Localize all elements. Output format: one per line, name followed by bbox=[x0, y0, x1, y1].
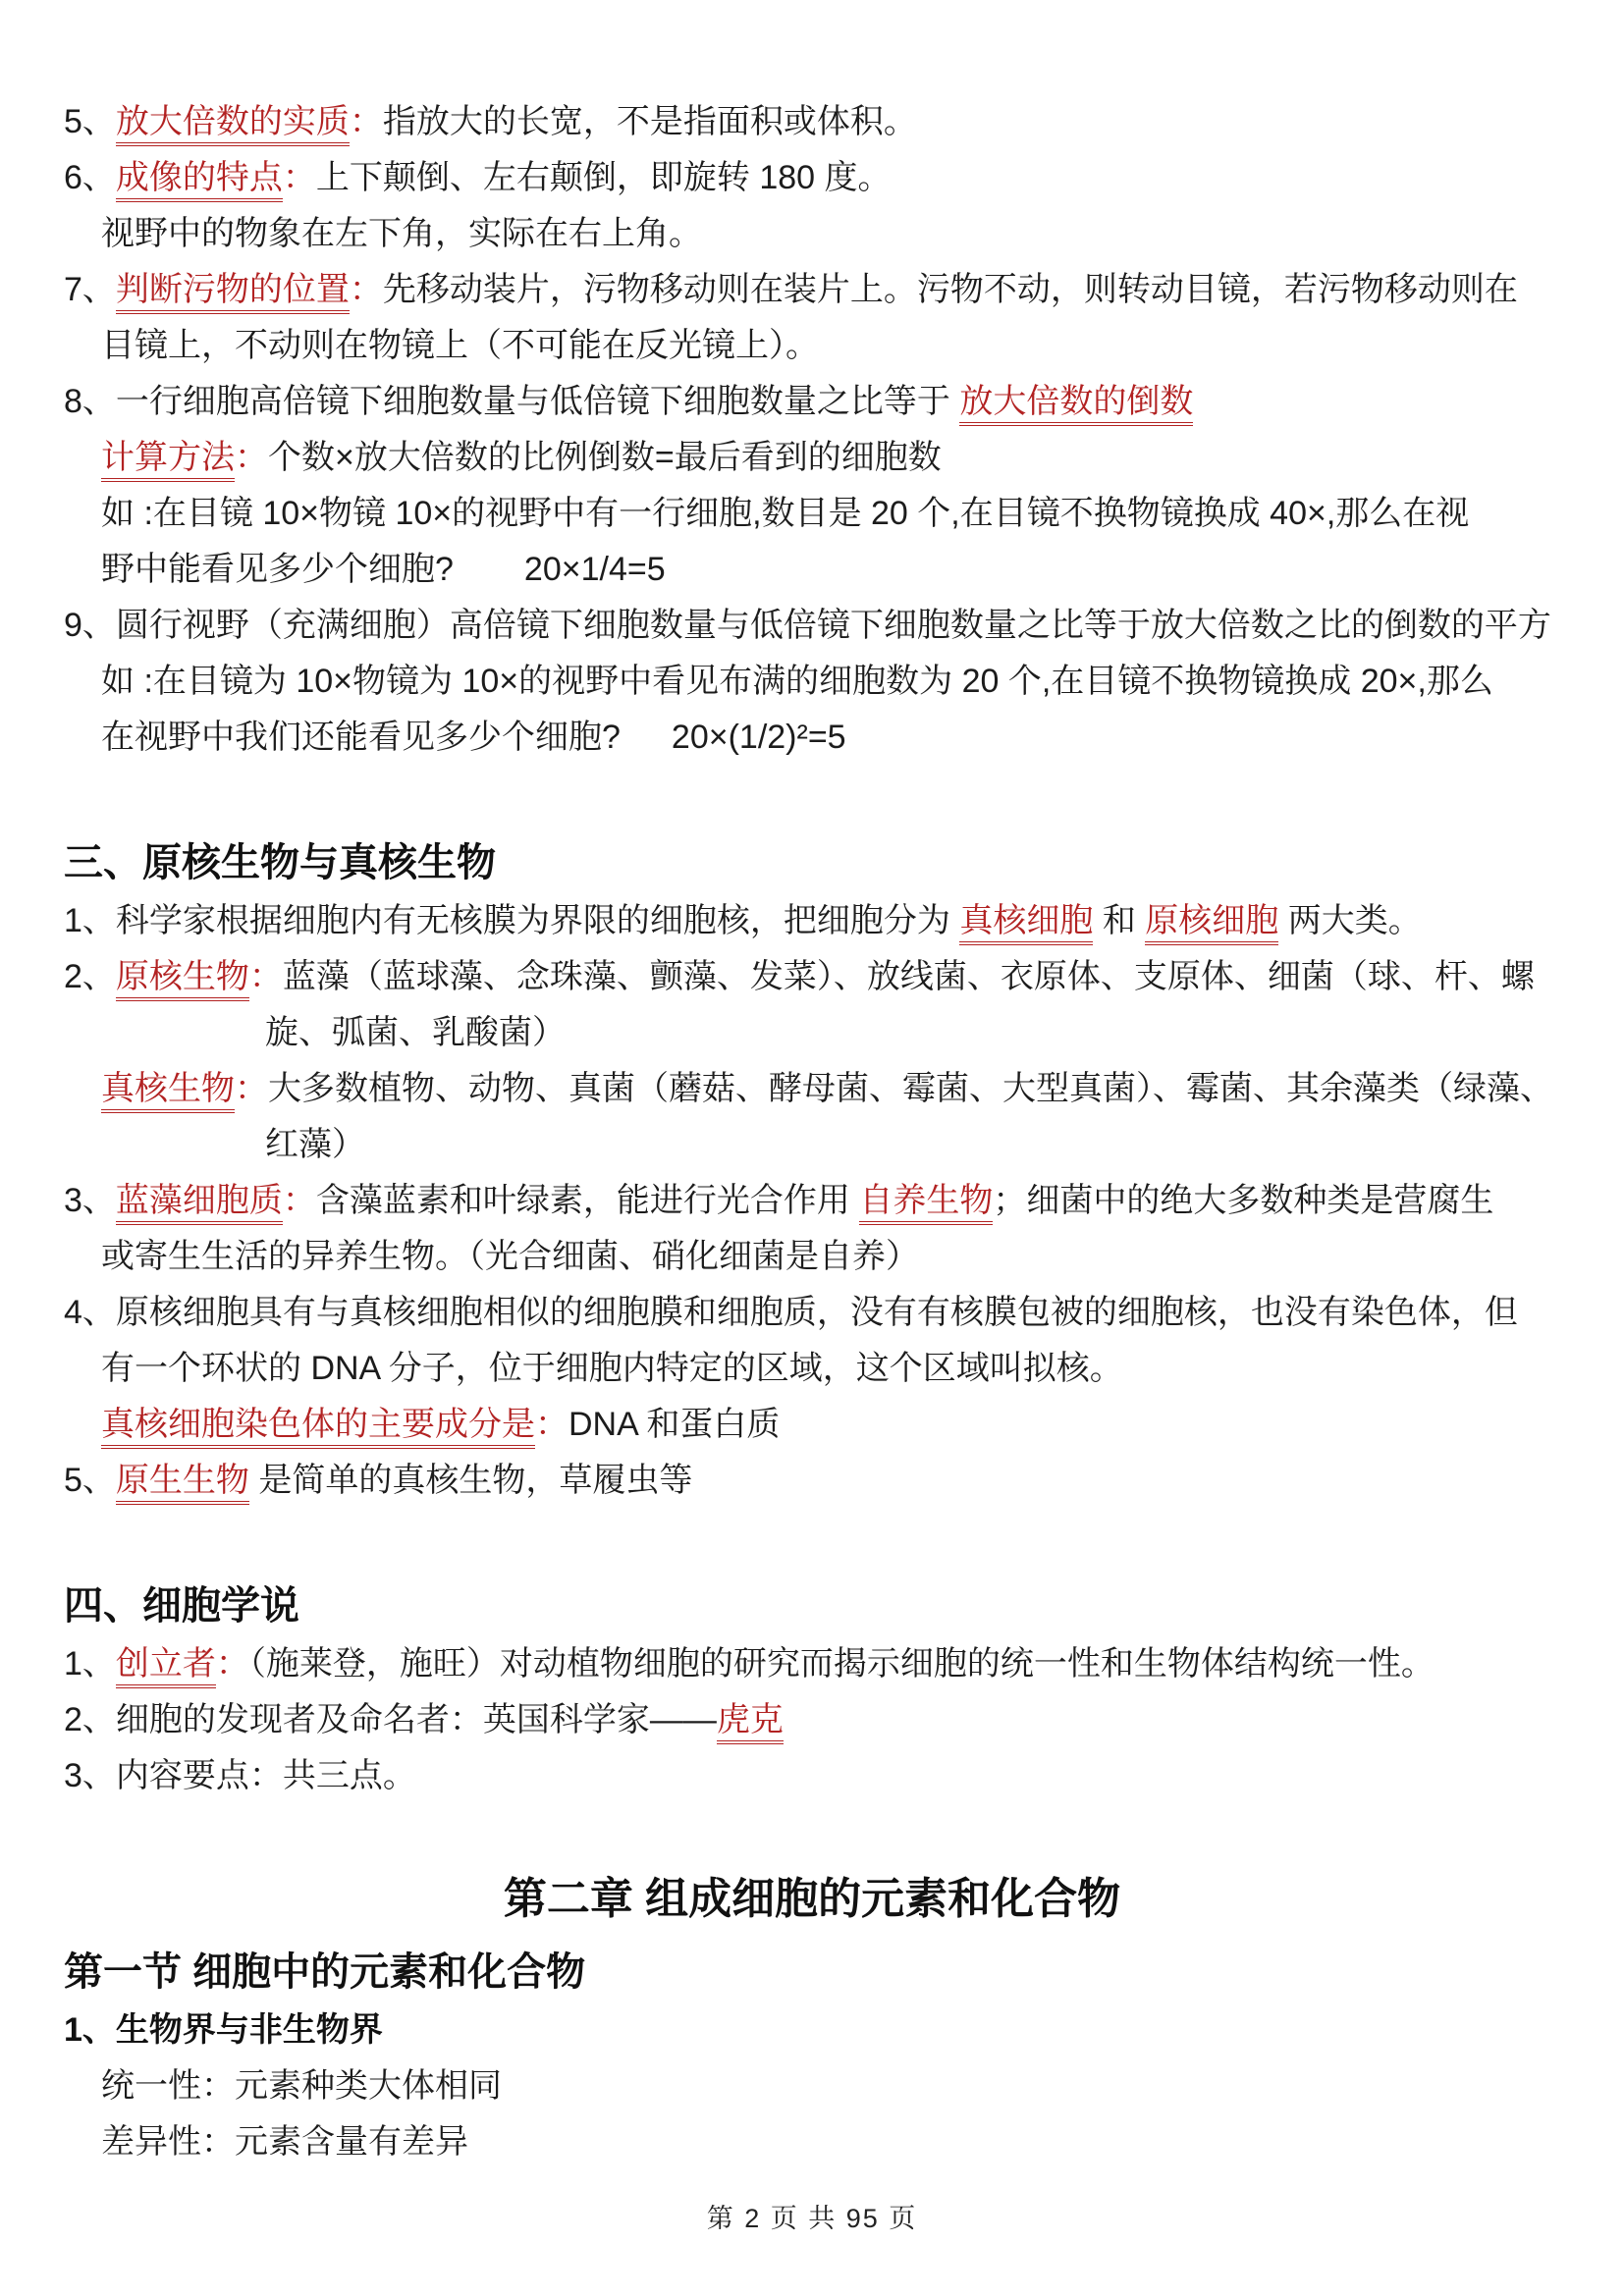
s3-item-2-eukaryote-cont bbox=[265, 1117, 1624, 1173]
body-text: DNA 和蛋白质 bbox=[568, 1406, 781, 1443]
item-number: 5、 bbox=[64, 1462, 116, 1499]
body-text: 个数×放大倍数的比例倒数=最后看到的细胞数 bbox=[268, 439, 942, 476]
chapter-title: 第二章 组成细胞的元素和化合物 bbox=[503, 1875, 1121, 1923]
key-term: 放大倍数的倒数 bbox=[959, 383, 1193, 426]
body-text: 有一个环状的 DNA 分子，位于细胞内特定的区域，这个区域叫拟核。 bbox=[101, 1350, 1123, 1387]
item-number: 6、 bbox=[64, 159, 116, 196]
c2-unity-line bbox=[101, 2058, 1624, 2114]
s3-item-1 bbox=[64, 893, 1624, 949]
s3-item-4-cont bbox=[101, 1341, 1624, 1397]
section-heading-cell-theory: 四、细胞学说 bbox=[64, 1584, 299, 1628]
s3-item-2-cont bbox=[265, 1005, 1624, 1061]
body-text: 蓝藻（蓝球藻、念珠藻、颤藻、发菜）、放线菌、衣原体、支原体、细菌（球、杆、螺 bbox=[282, 958, 1535, 995]
body-text: 差异性：元素含量有差异 bbox=[101, 2123, 468, 2161]
body-text: 是简单的真核生物，草履虫等 bbox=[248, 1462, 693, 1499]
item-number: 4、 bbox=[64, 1294, 116, 1331]
body-text: 野中能看见多少个细胞? bbox=[101, 551, 454, 588]
key-term: 放大倍数的实质 bbox=[116, 103, 350, 146]
body-text: 两大类。 bbox=[1278, 902, 1422, 939]
item-number: 8、 bbox=[64, 383, 116, 420]
key-term: 原核细胞 bbox=[1145, 902, 1278, 945]
list-item-7-cont bbox=[101, 318, 1624, 374]
page-number-footer: 第 2 页 共 95 页 bbox=[706, 2204, 918, 2233]
item-number: 3、 bbox=[64, 1182, 116, 1219]
body-text: 一行细胞高倍镜下细胞数量与低倍镜下细胞数量之比等于 bbox=[115, 383, 960, 420]
body-text: ；细菌中的绝大多数种类是营腐生 bbox=[993, 1182, 1494, 1219]
key-term: 原核生物 bbox=[116, 958, 249, 1001]
body-text: 内容要点：共三点。 bbox=[115, 1757, 416, 1794]
list-item-9-example bbox=[101, 654, 1624, 710]
key-term: 判断污物的位置 bbox=[116, 271, 350, 314]
key-term: 真核细胞 bbox=[959, 902, 1093, 945]
body-text: 在视野中我们还能看见多少个细胞? bbox=[101, 719, 621, 756]
term-colon: ： bbox=[248, 958, 283, 995]
s3-item-3-cont bbox=[101, 1229, 1624, 1285]
list-item-5 bbox=[64, 94, 1624, 150]
body-text: 如 :在目镜为 10×物镜为 10×的视野中看见布满的细胞数为 20 个,在目镜不换物镜换成 20×,那么 bbox=[101, 663, 1493, 700]
body-text: 统一性：元素种类大体相同 bbox=[101, 2067, 502, 2105]
term-colon: ： bbox=[235, 439, 268, 476]
c2-item-1 bbox=[64, 2002, 1624, 2058]
list-item-9 bbox=[64, 598, 1624, 654]
s4-item-1 bbox=[64, 1636, 1624, 1692]
s3-item-4-chromosome bbox=[101, 1397, 1624, 1453]
body-text: 原核细胞具有与真核细胞相似的细胞膜和细胞质，没有有核膜包被的细胞核，也没有染色体，但 bbox=[115, 1294, 1518, 1331]
c2-difference-line bbox=[101, 2114, 1624, 2170]
item-number: 9、 bbox=[64, 607, 116, 644]
body-text: 圆行视野（充满细胞）高倍镜下细胞数量与低倍镜下细胞数量之比等于放大倍数之比的倒数的平方 bbox=[115, 607, 1551, 644]
body-text: 和 bbox=[1093, 902, 1146, 939]
body-text: （施莱登，施旺）对动植物细胞的研究而揭示细胞的统一性和生物体结构统一性。 bbox=[248, 1645, 1435, 1682]
term-colon: ： bbox=[282, 159, 316, 196]
body-text: 上下颠倒、左右颠倒，即旋转 180 度。 bbox=[315, 159, 892, 196]
key-term: 虎克 bbox=[717, 1701, 784, 1744]
list-item-6 bbox=[64, 150, 1624, 206]
key-term: 创立者 bbox=[116, 1645, 216, 1688]
s3-item-2 bbox=[64, 949, 1624, 1005]
body-text: 先移动装片，污物移动则在装片上。污物不动，则转动目镜，若污物移动则在 bbox=[382, 271, 1518, 308]
body-text: 含藻蓝素和叶绿素，能进行光合作用 bbox=[315, 1182, 860, 1219]
key-term: 蓝藻细胞质 bbox=[116, 1182, 283, 1225]
item-number: 7、 bbox=[64, 271, 116, 308]
term-colon: ： bbox=[349, 103, 383, 140]
item-number: 1、 bbox=[64, 1645, 116, 1682]
list-item-8-example bbox=[101, 486, 1624, 542]
s3-item-2-eukaryote bbox=[101, 1061, 1624, 1117]
body-text: 视野中的物象在左下角，实际在右上角。 bbox=[101, 215, 702, 252]
list-item-8 bbox=[64, 374, 1624, 430]
term-colon: ： bbox=[215, 1645, 249, 1682]
s3-item-3 bbox=[64, 1173, 1624, 1229]
body-text: 大多数植物、动物、真菌（蘑菇、酵母菌、霉菌、大型真菌）、霉菌、其余藻类（绿藻、 bbox=[268, 1070, 1553, 1107]
item-number: 5、 bbox=[64, 103, 116, 140]
body-text: 如 :在目镜 10×物镜 10×的视野中有一行细胞,数目是 20 个,在目镜不换物镜换成 40×,那么在视 bbox=[101, 495, 1470, 532]
s3-item-4 bbox=[64, 1285, 1624, 1341]
item-number: 1、 bbox=[64, 902, 116, 939]
list-item-8-example-cont bbox=[101, 542, 1624, 598]
body-text: 旋、弧菌、乳酸菌） bbox=[265, 1014, 566, 1051]
item-number: 2、 bbox=[64, 1701, 116, 1738]
body-text: 目镜上，不动则在物镜上（不可能在反光镜上）。 bbox=[101, 327, 819, 364]
subsection-title: 第一节 细胞中的元素和化合物 bbox=[64, 1950, 586, 1994]
key-term: 计算方法 bbox=[101, 439, 235, 482]
body-text: 指放大的长宽，不是指面积或体积。 bbox=[382, 103, 917, 140]
list-item-6-cont bbox=[101, 206, 1624, 262]
body-text: 生物界与非生物界 bbox=[115, 2011, 383, 2049]
list-item-9-example-cont bbox=[101, 710, 1624, 766]
key-term: 真核细胞染色体的主要成分是 bbox=[101, 1406, 535, 1449]
term-colon: ： bbox=[282, 1182, 316, 1219]
item-number: 3、 bbox=[64, 1757, 116, 1794]
term-colon: ： bbox=[349, 271, 383, 308]
key-term: 成像的特点 bbox=[116, 159, 283, 202]
s4-item-2 bbox=[64, 1692, 1624, 1748]
s3-item-5 bbox=[64, 1453, 1624, 1509]
term-colon: ： bbox=[535, 1406, 568, 1443]
term-colon: ： bbox=[235, 1070, 268, 1107]
list-item-7 bbox=[64, 262, 1624, 318]
item-number: 1、 bbox=[64, 2011, 116, 2049]
s4-item-3 bbox=[64, 1748, 1624, 1804]
key-term: 自养生物 bbox=[859, 1182, 993, 1225]
body-text: 细胞的发现者及命名者：英国科学家—— bbox=[115, 1701, 717, 1738]
body-text: 红藻） bbox=[265, 1126, 365, 1163]
key-term: 真核生物 bbox=[101, 1070, 235, 1113]
list-item-8-method bbox=[101, 430, 1624, 486]
calculation-answer: 20×(1/2)²=5 bbox=[671, 719, 846, 756]
body-text: 科学家根据细胞内有无核膜为界限的细胞核，把细胞分为 bbox=[115, 902, 960, 939]
calculation-answer: 20×1/4=5 bbox=[523, 551, 666, 588]
body-text: 或寄生生活的异养生物。（光合细菌、硝化细菌是自养） bbox=[101, 1238, 919, 1275]
key-term: 原生生物 bbox=[116, 1462, 249, 1505]
item-number: 2、 bbox=[64, 958, 116, 995]
section-heading-prokaryote-eukaryote: 三、原核生物与真核生物 bbox=[64, 841, 496, 884]
